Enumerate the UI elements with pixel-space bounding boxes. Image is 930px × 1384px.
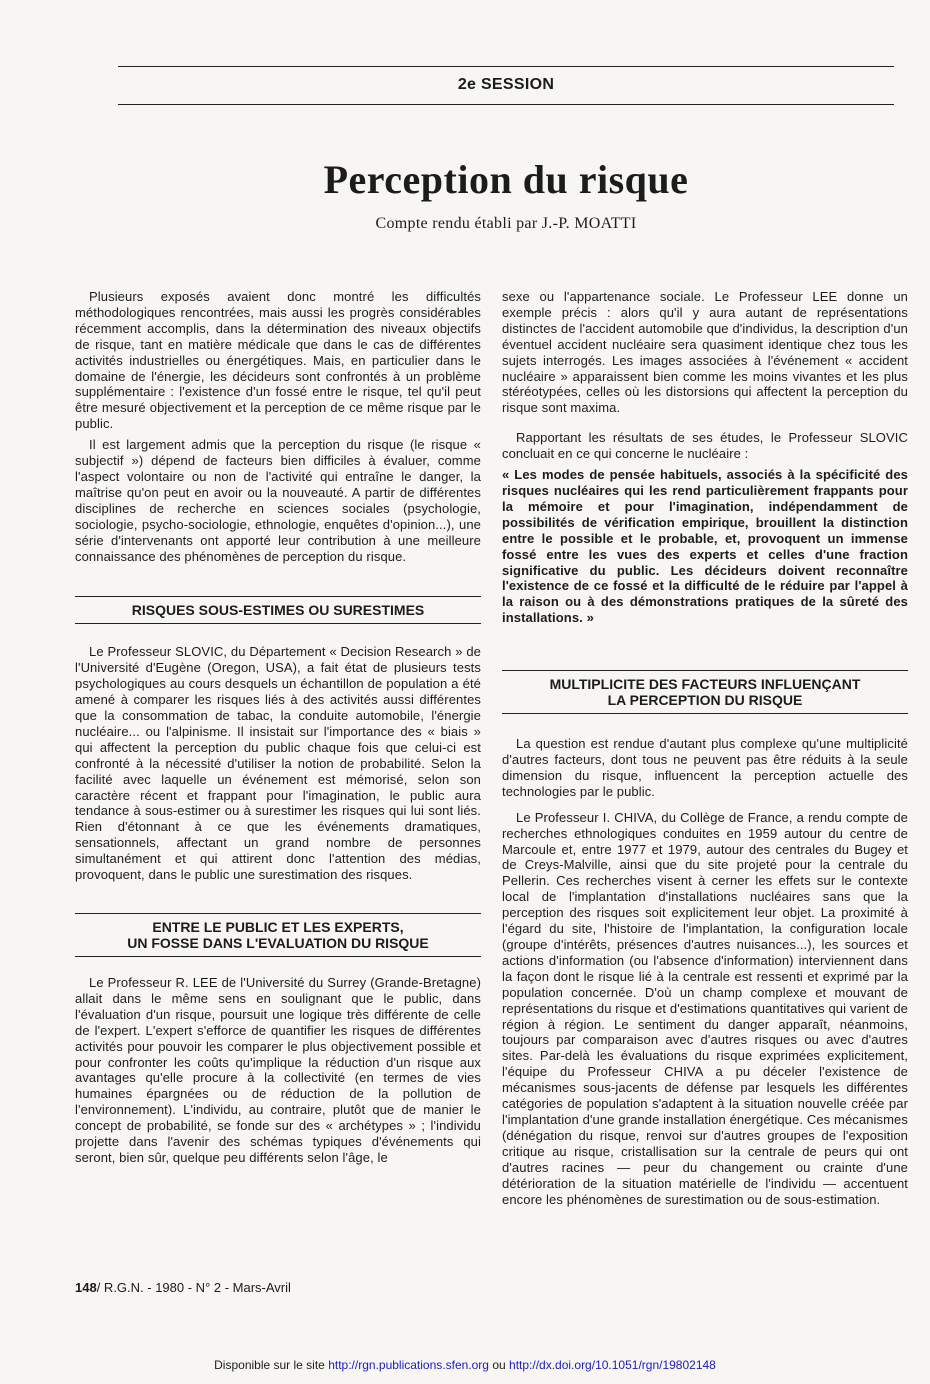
- paragraph: Le Professeur R. LEE de l'Université du Surrey (Grande-Bretagne) allait dans le même sens en soulignant que le public, dans l'évaluation d'un risque, poursuit une logique très différente de celle de l'expert. L'expert s'efforce de quantifier les risques de différentes activités pour pouvoir les comparer le plus objectivement possible et pour confronter les coûts qu'implique la réduction d'un risque aux avantages qu'elle procure à la collectivité (en termes de vies humaines épargnées ou de réduction de la pollution de l'environnement). L'individu, au contraire, plutôt que de manier le concept de probabilité, se fonde sur des « archétypes » ; l'individu projette dans l'avenir des schémas typiques d'événements qui seront, bien sûr, quelque peu différents selon l'âge, le: [75, 975, 481, 1165]
- session-label: 2e SESSION: [457, 76, 555, 93]
- article-title: Perception du risque: [323, 157, 689, 202]
- section-heading: [75, 913, 481, 957]
- paragraph: La question est rendue d'autant plus complexe qu'une multiplicité d'autres facteurs, dont tous ne peuvent pas être réduits à la seule dimension du risque, influencent la perception actuelle des technologies par le public.: [502, 736, 908, 799]
- availability-line: [0, 1358, 930, 1372]
- paragraph: Le Professeur I. CHIVA, du Collège de France, a rendu compte de recherches ethnologiques conduites en 1959 autour du centre de Marcoule et, entre 1977 et 1979, autour des centrales du Bugey et de Creys-Malville, ainsi que du site projeté pour la centrale du Pellerin. Ces recherches visent à cerner les effets sur le contexte local de l'implantation d'installations nucléaires sans que la perception des risques soit explicitement leur objet. La proximité à l'égard du site, l'histoire de l'implantation, la configuration locale (groupe d'intérêts, présences d'autres nuisances...), les sources et actions d'information (ou l'absence d'information) interviennent dans la façon dont le risque lié à la centrale est ressenti et exprimé par la population concernée. D'où un champ complexe et mouvant de représentations du risque et d'estimations quantitatives qui varient de région à région. Le sentiment du danger apparaît, néanmoins, toujours par comparaison avec d'autres risques ou avec d'autres sites. Par-delà les évaluations du risque exprimées explicitement, l'équipe du Professeur CHIVA a pu déceler l'existence de mécanismes sous-jacents de défense par lesquels les différentes catégories de population s'adaptent à la situation nouvelle créée par l'implantation d'une grande installation énergétique. Ces mécanismes (dénégation du risque, renvoi sur d'autres groupes de l'exposition critique au risque, cristallisation sur la centrale de peurs qui ont d'autres racines — peur du changement ou crainte d'une détérioration de la situation matérielle de l'individu — accentuent encore les phénomènes de surestimation ou de sous-estimation.: [502, 809, 908, 1207]
- session-rule: [118, 104, 894, 105]
- availability-connector: ou: [492, 1358, 506, 1372]
- left-column: [75, 289, 481, 1166]
- section-heading: [502, 670, 908, 714]
- right-column: [502, 289, 908, 1207]
- paragraph: Il est largement admis que la perception du risque (le risque « subjectif ») dépend de facteurs bien difficiles à évaluer, comme l'aspect volontaire ou non de l'activité qui entraîne le danger, la maîtrise qu'on peut en avoir ou la nouveauté. A partir de différentes disciplines de recherche en sciences sociales (psychologie, sociologie, psycho-sociologie, ethnologie, enquêtes d'opinion...), une série d'intervenants ont apporté leur contribution à une meilleure connaissance des phénomènes de perception du risque.: [75, 437, 481, 564]
- page-number: 148: [75, 1280, 97, 1295]
- paragraph: Le Professeur SLOVIC, du Département « Decision Research » de l'Université d'Eugène (Oregon, USA), a fait état de plusieurs tests psychologiques au cours desquels un échantillon de population a été amené à comparer les risques liés à des activités aussi différentes que la consommation de tabac, la conduite automobile, l'énergie nucléaire... ou l'alpinisme. Il insistait sur l'importance des « biais » qui affectent la perception du public chaque fois que celui-ci est confronté à la nécessité d'utiliser la notion de probabilité. Selon la facilité avec laquelle un événement est mémorisé, selon son caractère récent et frappant pour l'imagination, le public aura tendance à sous-estimer ou à surestimer les risques qui lui sont liés. Rien d'étonnant à ce que les événements dramatiques, sensationnels, affectant un grand nombre de personnes simultanément et qui attirent donc l'attention des médias, provoquent, dans le public une surestimation des risques.: [75, 644, 481, 883]
- top-rule: [118, 66, 894, 67]
- quotation: « Les modes de pensée habituels, associés à la spécificité des risques nucléaires qui les rend particulièrement frappants pour la mémoire et pour l'imagination, indépendamment de possibilités de vérification empirique, brouillent la distinction entre le possible et le probable, et, provoquent un immense fossé entre les vues des experts et celles d'une fraction significative du public. Les décideurs doivent reconnaître l'existence de ce fossé et la difficulté de le réduire par l'appel à la raison ou à des démonstrations pratiques de la sûreté des installations. »: [502, 467, 908, 626]
- availability-prefix: Disponible sur le site: [214, 1358, 325, 1372]
- section-heading: [75, 596, 481, 624]
- article-subtitle: Compte rendu établi par J.-P. MOATTI: [375, 215, 637, 232]
- page-footer: [75, 1280, 291, 1295]
- paragraph: Rapportant les résultats de ses études, le Professeur SLOVIC concluait en ce qui concerne le nucléaire :: [502, 430, 908, 462]
- section-heading-line: ENTRE LE PUBLIC ET LES EXPERTS,: [152, 919, 404, 935]
- paragraph: sexe ou l'appartenance sociale. Le Professeur LEE donne un exemple précis : alors qu'il y aura autant de représentations distinctes de l'accident automobile que d'individus, la description d'un éventuel accident nucléaire sera quasiment identique chez tous les sujets interrogés. Les images associées à l'événement « accident nucléaire » apparaissent bien comme les moins vivantes et les plus stéréotypées, celles où les distorsions qui affectent la perception du risque sont maxima.: [502, 289, 908, 416]
- section-heading-line: MULTIPLICITE DES FACTEURS INFLUENÇANT: [549, 676, 861, 693]
- paragraph: Plusieurs exposés avaient donc montré les difficultés méthodologiques rencontrées, mais aussi les progrès considérables récemment accomplis, dans la détermination des niveaux objectifs de risque, tant en matière médicale que dans le cas de différentes activités industrielles ou énergétiques. Mais, en particulier dans le domaine de l'énergie, les décideurs sont confrontés à un problème supplémentaire : l'existence d'un fossé entre le risque, tel qu'il peut être mesuré objectivement et la perception de ce même risque par le public.: [75, 289, 481, 432]
- section-heading-line: LA PERCEPTION DU RISQUE: [607, 692, 803, 709]
- doi-link[interactable]: http://dx.doi.org/10.1051/rgn/19802148: [509, 1358, 716, 1372]
- publication-site-link[interactable]: http://rgn.publications.sfen.org: [328, 1358, 489, 1372]
- section-heading-line: UN FOSSE DANS L'EVALUATION DU RISQUE: [127, 935, 429, 951]
- section-heading-text: RISQUES SOUS-ESTIMES OU SURESTIMES: [131, 602, 425, 619]
- journal-reference: / R.G.N. - 1980 - N° 2 - Mars-Avril: [96, 1280, 291, 1295]
